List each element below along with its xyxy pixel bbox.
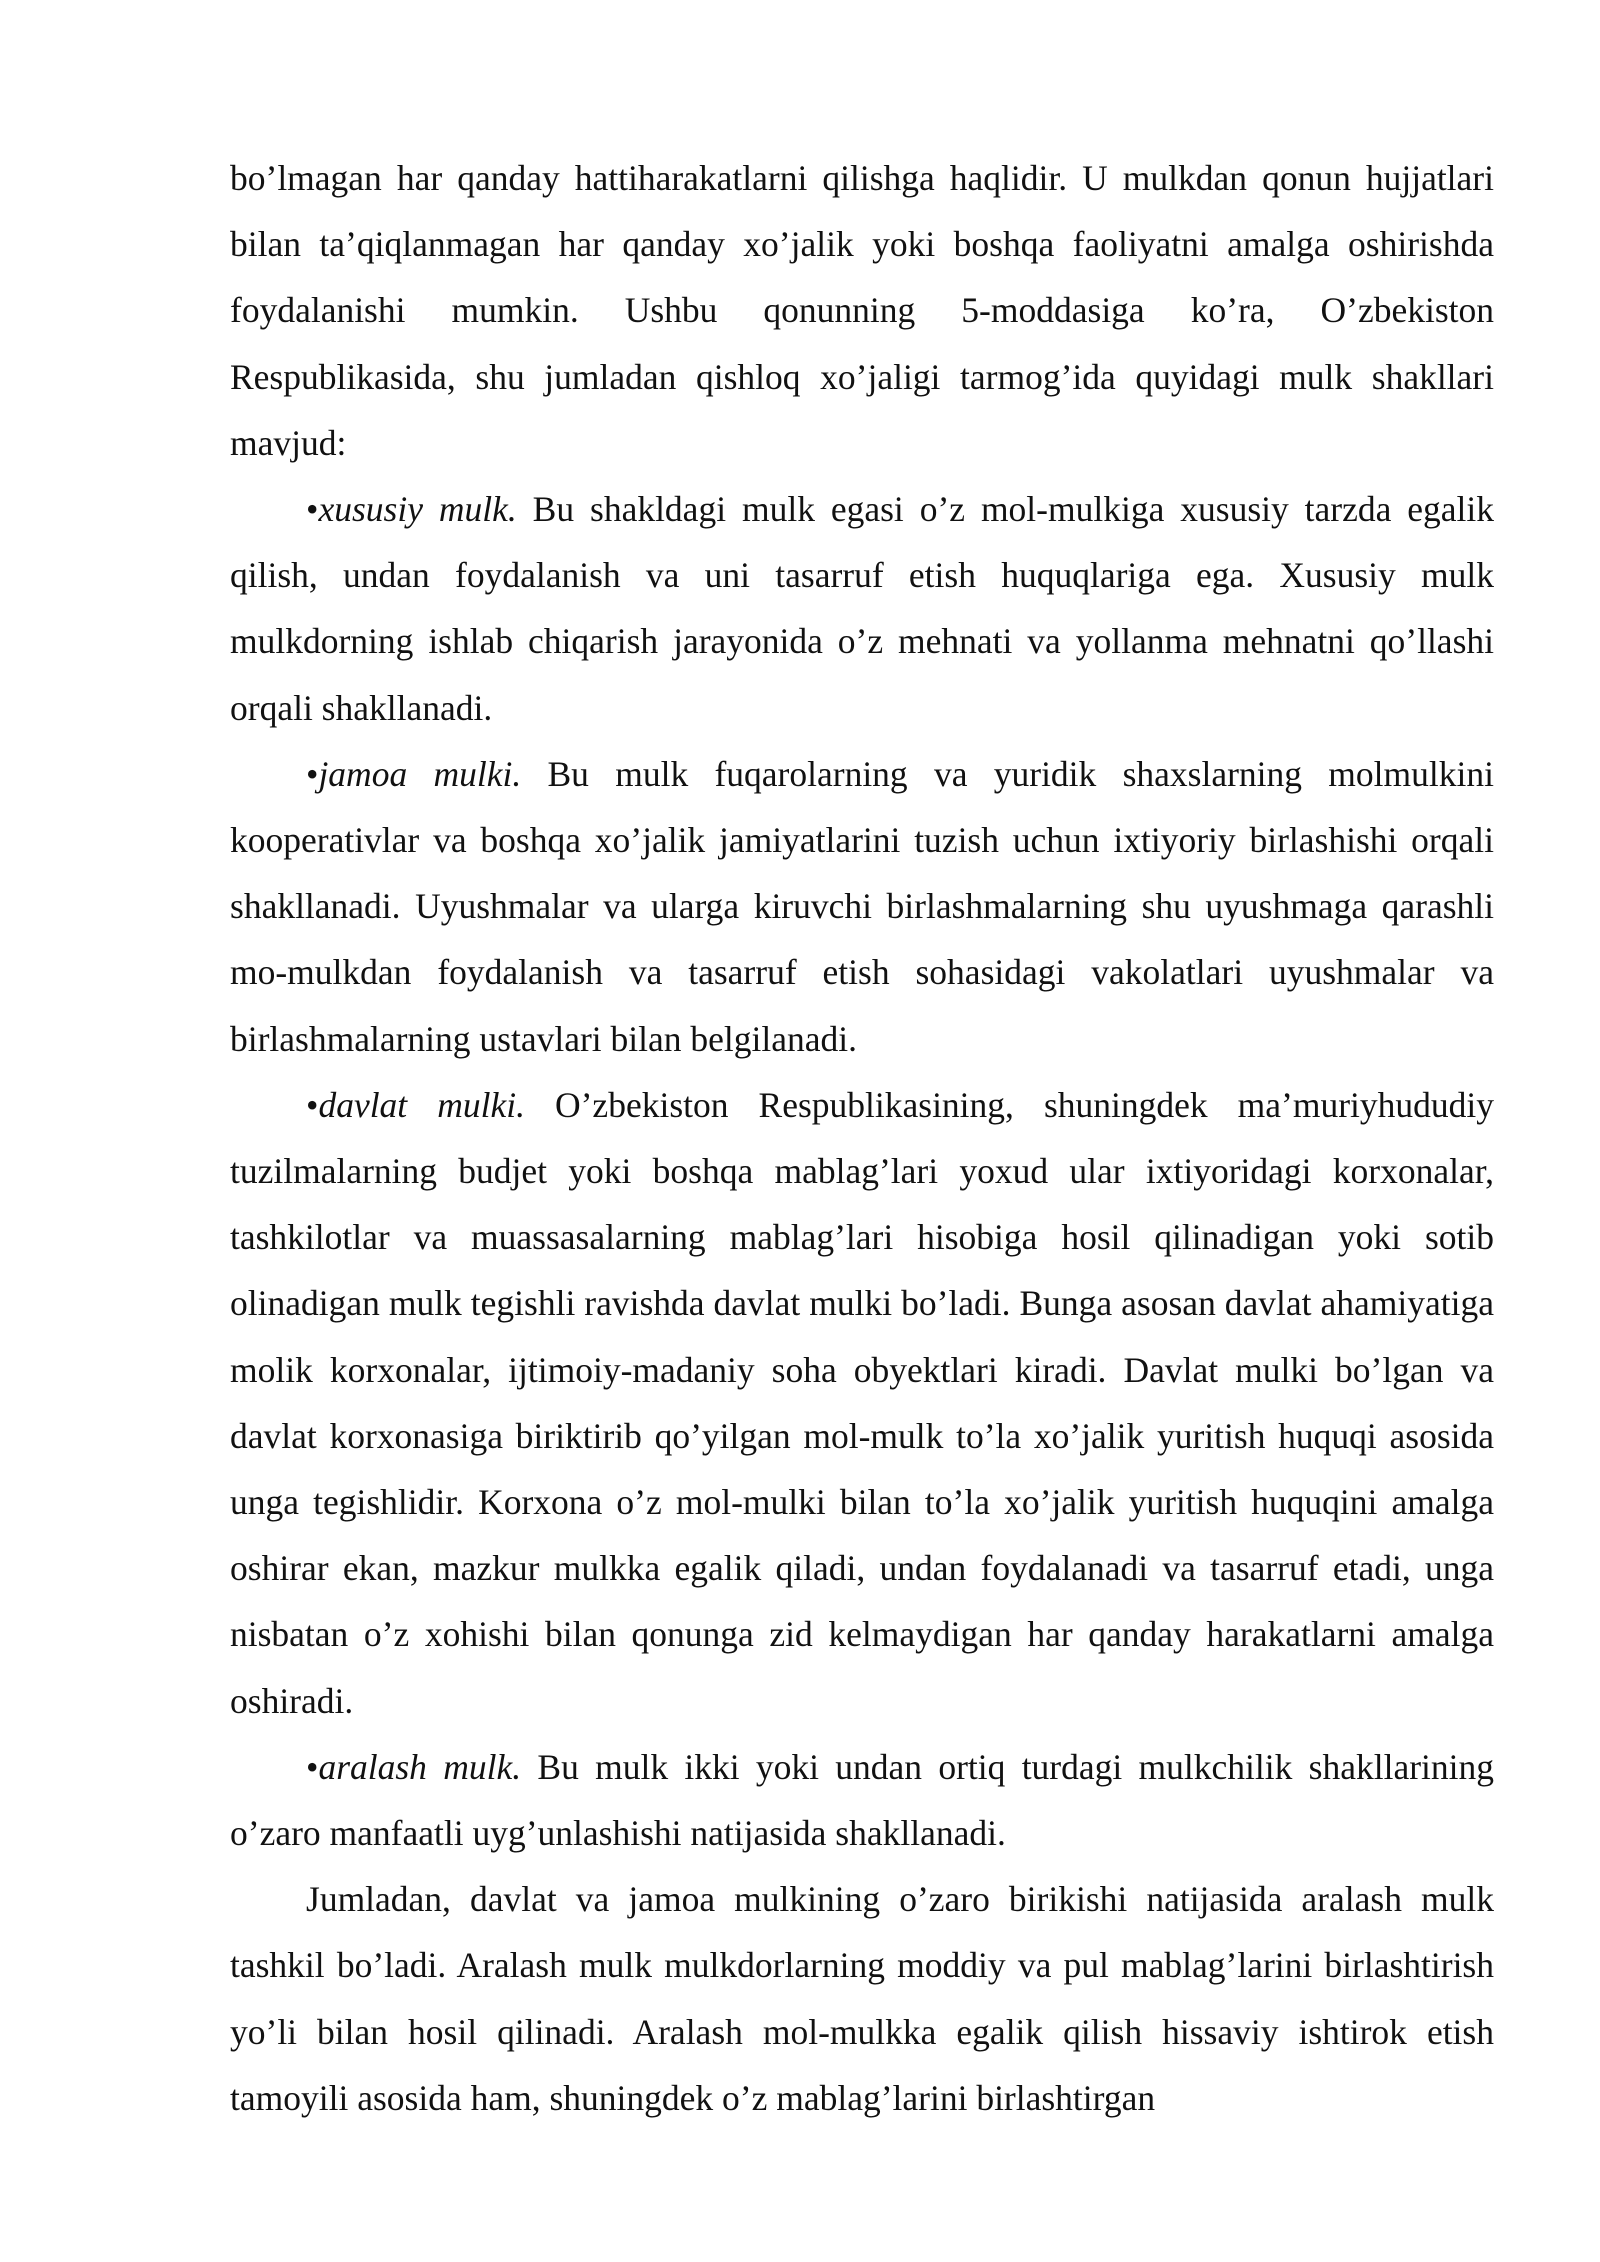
document-page	[230, 145, 1494, 2131]
paragraph-text: Bu shakldagi mulk egasi o’z mol-mulkiga xususiy tarzda egalik qilish, undan foydalanish va uni tasarruf etish huquqlariga ega. Xususiy mulk mulkdorning ishlab chiqarish jarayonida o’z mehnati va yollanma mehnatni qo’llashi orqali shakllanadi.	[230, 489, 1495, 728]
term-xususiy-mulk: xususiy mulk.	[318, 489, 517, 530]
term-aralash-mulk: aralash mulk.	[318, 1746, 522, 1787]
paragraph-aralash-mulk	[230, 1734, 1494, 1866]
paragraph-jamoa-mulki	[230, 741, 1494, 1072]
term-davlat-mulki: davlat mulki.	[318, 1084, 525, 1125]
paragraph-text: bo’lmagan har qanday hattiharakatlarni qilishga haqlidir. U mulkdan qonun hujjatlari bilan ta’qiqlanmagan har qanday xo’jalik yoki boshqa faoliyatni amalga oshirishda foydalanishi mumkin. Ushbu qonunning 5-moddasiga ko’ra, O’zbekiston Respublikasida, shu jumladan qishloq xo’jaligi tarmog’ida quyidagi mulk shakllari mavjud:	[230, 158, 1494, 463]
bullet-icon: •	[306, 753, 319, 794]
bullet-icon: •	[306, 1084, 319, 1125]
paragraph-jumladan	[230, 1866, 1494, 2131]
paragraph-text: Bu mulk ikki yoki undan ortiq turdagi mulkchilik shakllarining o’zaro manfaatli uyg’unlashishi natijasida shakllanadi.	[230, 1746, 1495, 1854]
paragraph-text: O’zbekiston Respublikasining, shuningdek ma’muriyhududiy tuzilmalarning budjet yoki boshqa mablag’lari yoxud ular ixtiyoridagi korxonalar, tashkilotlar va muassasalarning mablag’lari hisobiga hosil qilinadigan yoki sotib olinadigan mulk tegishli ravishda davlat mulki bo’ladi. Bunga asosan davlat ahamiyatiga molik korxonalar, ijtimoiy-madaniy soha obyektlari kiradi. Davlat mulki bo’lgan va davlat korxonasiga biriktirib qo’yilgan mol-mulk to’la xo’jalik yuritish huquqi asosida unga tegishlidir. Korxona o’z mol-mulki bilan to’la xo’jalik yuritish huquqini amalga oshirar ekan, mazkur mulkka egalik qiladi, undan foydalanadi va tasarruf etadi, unga nisbatan o’z xohishi bilan qonunga zid kelmaydigan har qanday harakatlarni amalga oshiradi.	[230, 1084, 1495, 1721]
bullet-icon: •	[306, 489, 319, 530]
paragraph-text: Bu mulk fuqarolarning va yuridik shaxslarning molmulkini kooperativlar va boshqa xo’jalik jamiyatlarini tuzish uchun ixtiyoriy birlashishi orqali shakllanadi. Uyushmalar va ularga kiruvchi birlashmalarning shu uyushmaga qarashli mo-mulkdan foydalanish va tasarruf etish sohasidagi vakolatlari uyushmalar va birlashmalarning ustavlari bilan belgilanadi.	[230, 753, 1494, 1059]
bullet-icon: •	[306, 1746, 319, 1787]
paragraph-xususiy-mulk	[230, 476, 1494, 741]
paragraph-text: Jumladan, davlat va jamoa mulkining o’zaro birikishi natijasida aralash mulk tashkil bo’ladi. Aralash mulk mulkdorlarning moddiy va pul mablag’larini birlashtirish yo’li bilan hosil qilinadi. Aralash mol-mulkka egalik qilish hissaviy ishtirok etish tamoyili asosida ham, shuningdek o’z mablag’larini birlashtirgan	[230, 1879, 1494, 2118]
paragraph-intro	[230, 145, 1494, 476]
term-jamoa-mulki: jamoa mulki.	[318, 753, 522, 794]
paragraph-davlat-mulki	[230, 1072, 1494, 1734]
